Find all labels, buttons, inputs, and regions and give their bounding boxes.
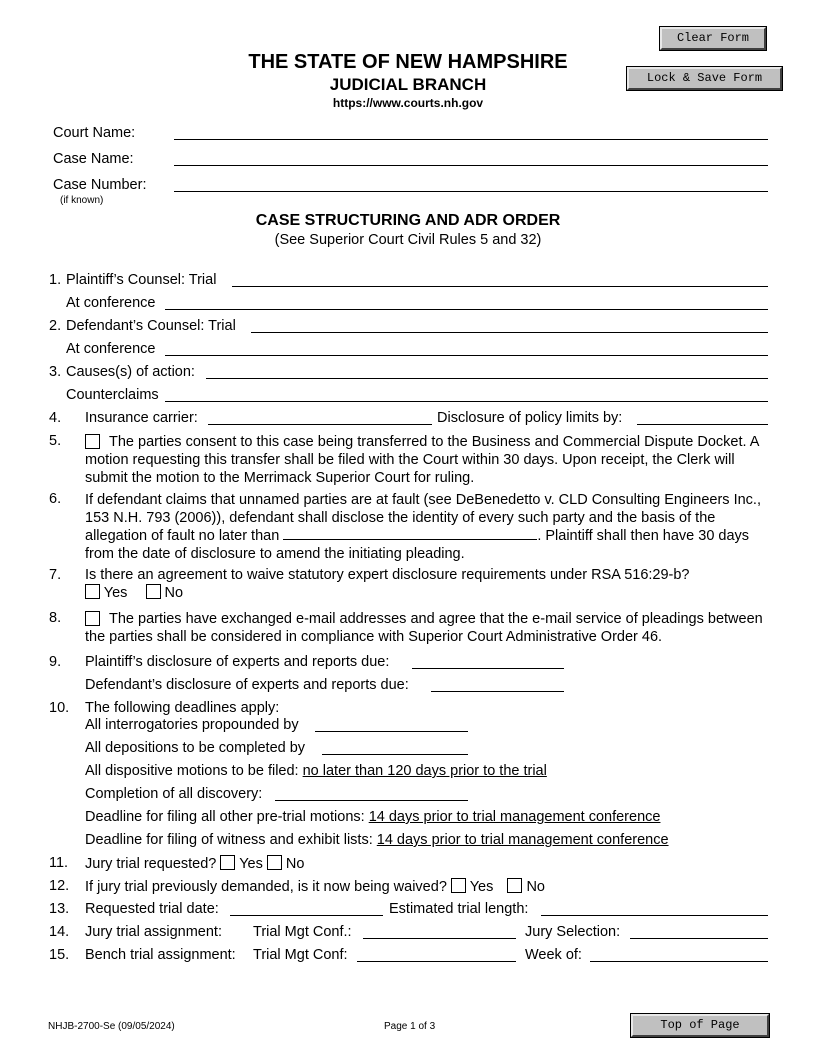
expert-waiver-yes-checkbox[interactable] — [85, 584, 100, 599]
defendant-experts-field[interactable] — [431, 691, 564, 692]
jury-waiver-no-checkbox[interactable] — [507, 878, 522, 893]
email-service-text: The parties have exchanged e-mail addresses and agree that the e-mail service of pleadings between the parties shall be considered in compliance with Superior Court Administrative Order 46. — [85, 611, 763, 645]
interrogatories-label: All interrogatories propounded by — [85, 717, 299, 733]
defendant-conference-label: At conference — [66, 341, 156, 357]
counterclaims-field[interactable] — [165, 401, 768, 402]
unnamed-parties-paragraph — [85, 491, 775, 563]
defendant-experts-label: Defendant’s disclosure of experts and reports due: — [85, 677, 409, 693]
item-1-number: 1. — [49, 272, 62, 288]
plaintiff-conference-field[interactable] — [165, 309, 768, 310]
bench-mgt-conf-label: Trial Mgt Conf: — [253, 947, 348, 963]
jury-selection-field[interactable] — [630, 938, 768, 939]
pretrial-motions-value: 14 days prior to trial management conference — [368, 809, 661, 825]
item-4-number: 4. — [49, 410, 62, 426]
jury-trial-yes-checkbox[interactable] — [220, 855, 235, 870]
order-title: CASE STRUCTURING AND ADR ORDER — [255, 212, 561, 229]
expert-waiver-no-label: No — [164, 585, 184, 601]
case-name-field[interactable] — [174, 165, 768, 166]
defendant-conference-field[interactable] — [165, 355, 768, 356]
item-13-number: 13. — [49, 901, 70, 917]
requested-trial-date-field[interactable] — [230, 915, 383, 916]
case-number-field[interactable] — [174, 191, 768, 192]
case-number-label: Case Number: — [53, 177, 147, 193]
pretrial-motions-text: Deadline for filing all other pre-trial motions: — [85, 809, 365, 825]
week-of-field[interactable] — [590, 961, 768, 962]
clear-form-button[interactable]: Clear Form — [660, 27, 766, 50]
jury-trial-no-checkbox[interactable] — [267, 855, 282, 870]
item-3-number: 3. — [49, 364, 62, 380]
dispositive-motions-text: All dispositive motions to be filed: — [85, 763, 299, 779]
jury-trial-requested — [85, 855, 304, 872]
bench-mgt-conf-field[interactable] — [357, 961, 516, 962]
witness-lists-label — [85, 832, 669, 848]
jury-trial-question: Jury trial requested? — [85, 856, 217, 872]
expert-waiver-yes-label: Yes — [103, 585, 128, 601]
court-url: https://www.courts.nh.gov — [332, 96, 484, 110]
insurance-carrier-label: Insurance carrier: — [85, 410, 198, 426]
top-of-page-button[interactable]: Top of Page — [631, 1014, 769, 1037]
depositions-field[interactable] — [322, 754, 468, 755]
item-2-number: 2. — [49, 318, 62, 334]
email-service-checkbox[interactable] — [85, 611, 100, 626]
pretrial-motions-label — [85, 809, 660, 825]
jury-waiver — [85, 878, 545, 895]
plaintiff-experts-field[interactable] — [412, 668, 564, 669]
plaintiff-conference-label: At conference — [66, 295, 156, 311]
form-id: NHJB-2700-Se (09/05/2024) — [48, 1021, 175, 1032]
jury-waiver-question: If jury trial previously demanded, is it now being waived? — [85, 879, 447, 895]
trial-length-field[interactable] — [541, 915, 768, 916]
court-name-field[interactable] — [174, 139, 768, 140]
item-7-number: 7. — [49, 567, 62, 583]
expert-waiver-question: Is there an agreement to waive statutory expert disclosure requirements under RSA 516:29-b? — [85, 567, 690, 583]
state-title: THE STATE OF NEW HAMPSHIRE — [248, 51, 568, 73]
requested-trial-date-label: Requested trial date: — [85, 901, 219, 917]
branch-title: JUDICIAL BRANCH — [329, 75, 487, 94]
deadlines-intro: The following deadlines apply: — [85, 700, 280, 716]
item-9-number: 9. — [49, 654, 62, 670]
witness-lists-text: Deadline for filing of witness and exhibit lists: — [85, 832, 373, 848]
item-14-number: 14. — [49, 924, 70, 940]
plaintiff-experts-label: Plaintiff’s disclosure of experts and reports due: — [85, 654, 390, 670]
jury-trial-no-label: No — [285, 856, 305, 872]
policy-limits-field[interactable] — [637, 424, 768, 425]
causes-of-action-label: Causes(s) of action: — [66, 364, 195, 380]
case-name-label: Case Name: — [53, 151, 134, 167]
page-number: Page 1 of 3 — [384, 1021, 436, 1032]
counterclaims-label: Counterclaims — [66, 387, 159, 403]
unnamed-parties-text: If defendant claims that unnamed parties are at fault (see DeBenedetto v. CLD Consulting Engineers Inc., 153 N.H. 793 (2006)), defendant shall disclose the identity of every such party and the basis of the allegation of fault no later than — [85, 492, 761, 544]
plaintiff-counsel-trial-field[interactable] — [232, 286, 768, 287]
item-8-number: 8. — [49, 610, 62, 626]
depositions-label: All depositions to be completed by — [85, 740, 306, 756]
fault-disclosure-deadline-field[interactable] — [283, 527, 537, 540]
jury-mgt-conf-field[interactable] — [363, 938, 516, 939]
expert-waiver-options — [85, 584, 183, 601]
policy-limits-label: Disclosure of policy limits by: — [437, 410, 623, 426]
item-6-number: 6. — [49, 491, 62, 507]
defendant-counsel-label: Defendant’s Counsel: Trial — [66, 318, 236, 334]
causes-of-action-field[interactable] — [206, 378, 768, 379]
jury-waiver-no-label: No — [526, 879, 545, 895]
item-5-number: 5. — [49, 433, 62, 449]
jury-selection-label: Jury Selection: — [525, 924, 621, 940]
defendant-counsel-trial-field[interactable] — [251, 332, 768, 333]
jury-waiver-yes-checkbox[interactable] — [451, 878, 466, 893]
dispositive-motions-label — [85, 763, 547, 779]
item-10-number: 10. — [49, 700, 70, 716]
lock-save-form-button[interactable]: Lock & Save Form — [627, 67, 782, 90]
discovery-label: Completion of all discovery: — [85, 786, 263, 802]
order-subtitle: (See Superior Court Civil Rules 5 and 32) — [274, 232, 542, 248]
item-15-number: 15. — [49, 947, 70, 963]
interrogatories-field[interactable] — [315, 731, 468, 732]
item-12-number: 12. — [49, 878, 70, 894]
discovery-field[interactable] — [275, 800, 468, 801]
unnamed-parties-text-end: . Plaintiff shall then have 30 days from the date of disclosure to amend the initiating pleading. — [85, 528, 750, 562]
item-11-number: 11. — [49, 855, 69, 871]
jury-assignment-label: Jury trial assignment: — [85, 924, 222, 940]
jury-waiver-yes-label: Yes — [469, 879, 494, 895]
expert-waiver-no-checkbox[interactable] — [146, 584, 161, 599]
if-known-note: (if known) — [60, 195, 104, 206]
jury-trial-yes-label: Yes — [239, 856, 263, 872]
court-name-label: Court Name: — [53, 125, 136, 141]
dispositive-motions-value: no later than 120 days prior to the trial — [302, 763, 547, 779]
witness-lists-value: 14 days prior to trial management conference — [376, 832, 669, 848]
plaintiff-counsel-label: Plaintiff’s Counsel: Trial — [66, 272, 217, 288]
business-docket-checkbox[interactable] — [85, 434, 100, 449]
jury-mgt-conf-label: Trial Mgt Conf.: — [253, 924, 352, 940]
week-of-label: Week of: — [525, 947, 582, 963]
trial-length-label: Estimated trial length: — [389, 901, 529, 917]
insurance-carrier-field[interactable] — [208, 424, 432, 425]
business-docket-text: The parties consent to this case being transferred to the Business and Commercial Dispute Docket. A motion requesting this transfer shall be filed with the Court within 30 days. Upon receipt, the Clerk will submit the motion to the Merrimack Superior Court for ruling. — [85, 434, 759, 486]
bench-assignment-label: Bench trial assignment: — [85, 947, 236, 963]
